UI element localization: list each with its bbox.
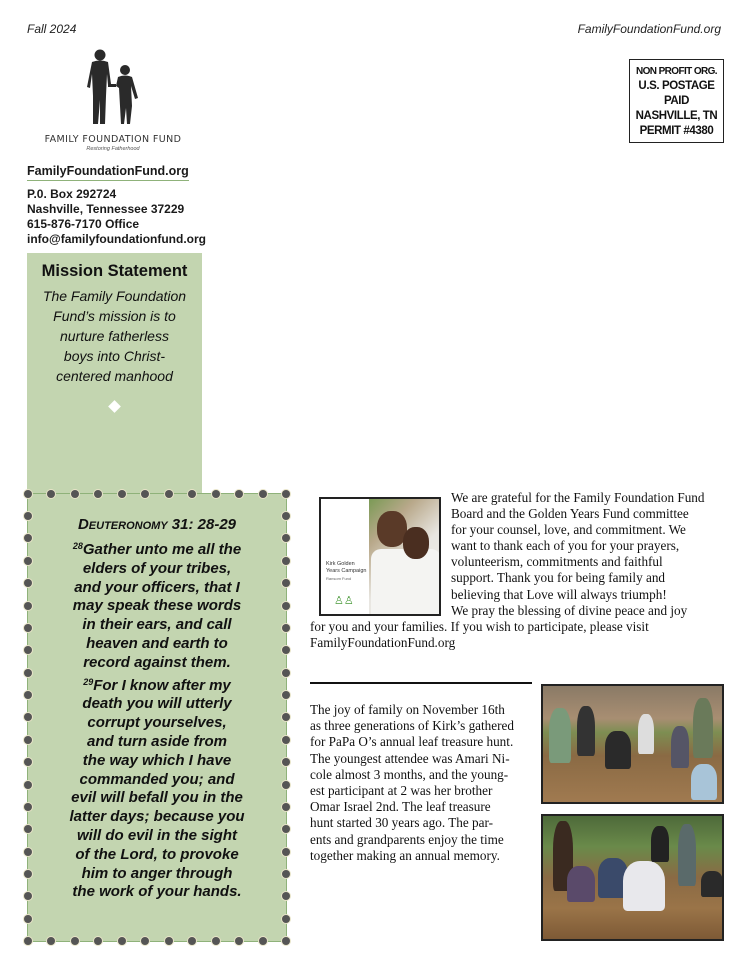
golden-years-website-link[interactable]: FamilyFoundationFund.org — [310, 634, 456, 650]
logo-tagline: Restoring Fatherhood — [86, 146, 140, 152]
postage-line-4: NASHVILLE, TN — [635, 110, 718, 122]
leaf-hunt-photo-1 — [541, 684, 724, 804]
booklet-title: Kirk Golden Years Campaign — [326, 561, 367, 574]
phone: 615-876-7170 Office — [27, 217, 140, 231]
verse-number-28: 28 — [72, 541, 83, 551]
mission-text: The Family Foundation Fund’s mission is to nurture fatherless boys into Christ- centered manhood — [42, 288, 187, 384]
city-state-zip: Nashville, Tennessee 37229 — [27, 202, 185, 216]
postage-line-2: U.S. POSTAGE — [638, 80, 715, 92]
contact-block — [27, 187, 206, 247]
leaf-hunt-photo-2 — [541, 814, 724, 941]
mission-statement-box — [27, 253, 202, 495]
dotted-border-bottom — [24, 937, 290, 945]
email-link[interactable]: info@familyfoundationfund.org — [27, 232, 207, 246]
postage-indicia — [629, 59, 724, 143]
mission-heading: Mission Statement — [41, 262, 188, 280]
golden-years-article: We are grateful for the Family Foundation Fund Board and the Golden Years Fund committee for your counsel, love, and commitment. We want to thank each of you for your prayers, volunteerism, commitments and faithful support. Thank you for being family and believing that Love will always triumph! We pray the blessing of divine peace and joy for you and your families. If you wish to participate, please visit FamilyFoundationFund.org — [310, 490, 730, 651]
postage-line-3: PAID — [663, 95, 690, 107]
section-divider — [310, 682, 532, 684]
postage-line-1: NON PROFIT ORG. — [635, 66, 717, 77]
leaf-hunt-article: The joy of family on November 16th as three generations of Kirk’s gathered for PaPa O’s annual leaf treasure hunt. The youngest attendee was Amari Ni- cole almost 3 months, and the young- est participant at 2 was her brother Omar Israel 2nd. The leaf treasure hunt started 30 years ago. The par- ents and grandparents enjoy the time together making an annual memory. — [310, 702, 514, 863]
diamond-icon — [108, 400, 121, 413]
contact-website-link[interactable]: FamilyFoundationFund.org — [27, 164, 189, 181]
father-and-son-silhouette-icon — [78, 48, 148, 128]
booklet-logo-icon: ♙♙ — [334, 595, 354, 607]
header-website-link[interactable]: FamilyFoundationFund.org — [577, 22, 721, 36]
organization-logo — [27, 48, 199, 163]
scripture-box — [27, 493, 287, 942]
logo-title: FAMILY FOUNDATION FUND — [44, 134, 182, 145]
po-box: P.0. Box 292724 — [27, 187, 117, 201]
booklet-subtitle: Ransom Fund — [326, 576, 352, 581]
dotted-border-top — [24, 490, 290, 498]
dotted-border-left — [24, 512, 32, 923]
scripture-verse-text: $^{28}$Gather unto me all the elders of your tribes, and your officers, that I may speak these words in their ears, and call heaven and earth to record against them. $^{29}$For I know after my death you will utterly corrupt yourselves, and turn aside from the way which I have commanded you; and evil will befall you in the latter days; because you will do evil in the sight of the Lord, to provoke him to anger through the work of your hands. — [69, 541, 245, 901]
issue-season: Fall 2024 — [27, 22, 77, 36]
dotted-border-right — [282, 512, 290, 923]
verse-number-29: 29 — [83, 676, 94, 687]
scripture-reference: Deuteronomy 31: 28-29 — [77, 516, 237, 533]
postage-line-5: PERMIT #4380 — [639, 125, 714, 137]
